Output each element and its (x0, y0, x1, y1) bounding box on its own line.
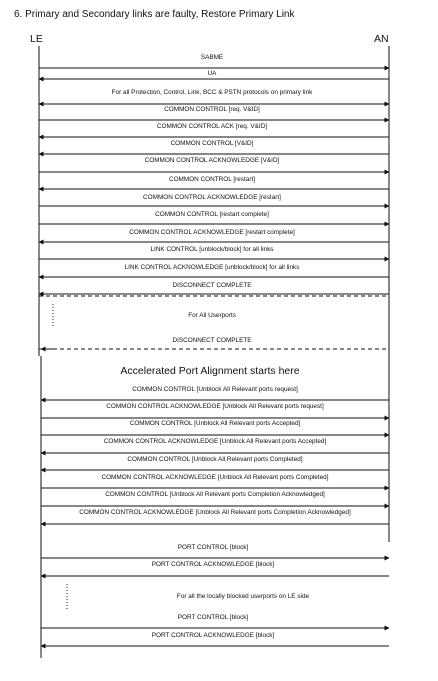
message-label: DISCONNECT COMPLETE (172, 282, 252, 289)
diagram-title: 6. Primary and Secondary links are faulty, Restore Primary Link (14, 9, 295, 20)
dashed-block-closing-label: DISCONNECT COMPLETE (172, 337, 252, 344)
left-endpoint-label: LE (30, 33, 43, 45)
message-label: COMMON CONTROL [Unblock All Relevant ports request] (132, 386, 298, 393)
message-label: COMMON CONTROL ACKNOWLEDGE [Unblock All Relevant ports Completion Acknowledged] (79, 509, 351, 516)
message-label: UA (207, 70, 217, 77)
message-label: COMMON CONTROL [Unblock All Relevant ports Completion Acknowledged] (105, 491, 325, 498)
message-label: COMMON CONTROL ACKNOWLEDGE [V&ID] (144, 157, 280, 164)
message-label: PORT CONTROL [block] (177, 614, 249, 621)
message-label: PORT CONTROL ACKNOWLEDGE [block] (151, 632, 275, 639)
section-heading: Accelerated Port Alignment starts here (120, 365, 300, 377)
message-label: LINK CONTROL ACKNOWLEDGE [unblock/block] for all links (124, 264, 300, 271)
message-label: COMMON CONTROL ACKNOWLEDGE [Unblock All Relevant ports Completed] (101, 474, 329, 481)
dashed-block-note: For All Userports (188, 312, 236, 319)
message-label: COMMON CONTROL ACKNOWLEDGE [Unblock All Relevant ports request] (106, 403, 324, 410)
message-label: SABME (200, 54, 224, 61)
message-label: COMMON CONTROL ACKNOWLEDGE [Unblock All Relevant ports Accepted] (103, 438, 327, 445)
message-label: COMMON CONTROL ACKNOWLEDGE [restart complete] (129, 229, 295, 236)
message-label: COMMON CONTROL [Unblock All Relevant ports Accepted] (129, 420, 301, 427)
right-endpoint-label: AN (374, 33, 389, 45)
message-label: For all Protection, Control, Link, BCC & PSTN protocols on primary link (111, 89, 313, 96)
message-label: LINK CONTROL [unblock/block] for all links (150, 246, 274, 253)
message-label: COMMON CONTROL [restart] (168, 176, 256, 183)
message-label: COMMON CONTROL [req. V&ID] (164, 106, 260, 113)
message-group (39, 54, 389, 646)
message-label: COMMON CONTROL [restart complete] (155, 211, 269, 218)
message-label: PORT CONTROL [block] (177, 544, 249, 551)
message-label: COMMON CONTROL ACKNOWLEDGE [restart] (143, 194, 281, 201)
message-label: COMMON CONTROL ACK [req. V&ID] (156, 123, 268, 130)
message-label: PORT CONTROL ACKNOWLEDGE [block] (151, 561, 275, 568)
message-label: COMMON CONTROL [Unblock All Relevant ports Completed] (127, 456, 303, 463)
local-block-note: For all the locally blocked userports on LE side (176, 593, 310, 600)
message-label: COMMON CONTROL [V&ID] (170, 140, 254, 147)
